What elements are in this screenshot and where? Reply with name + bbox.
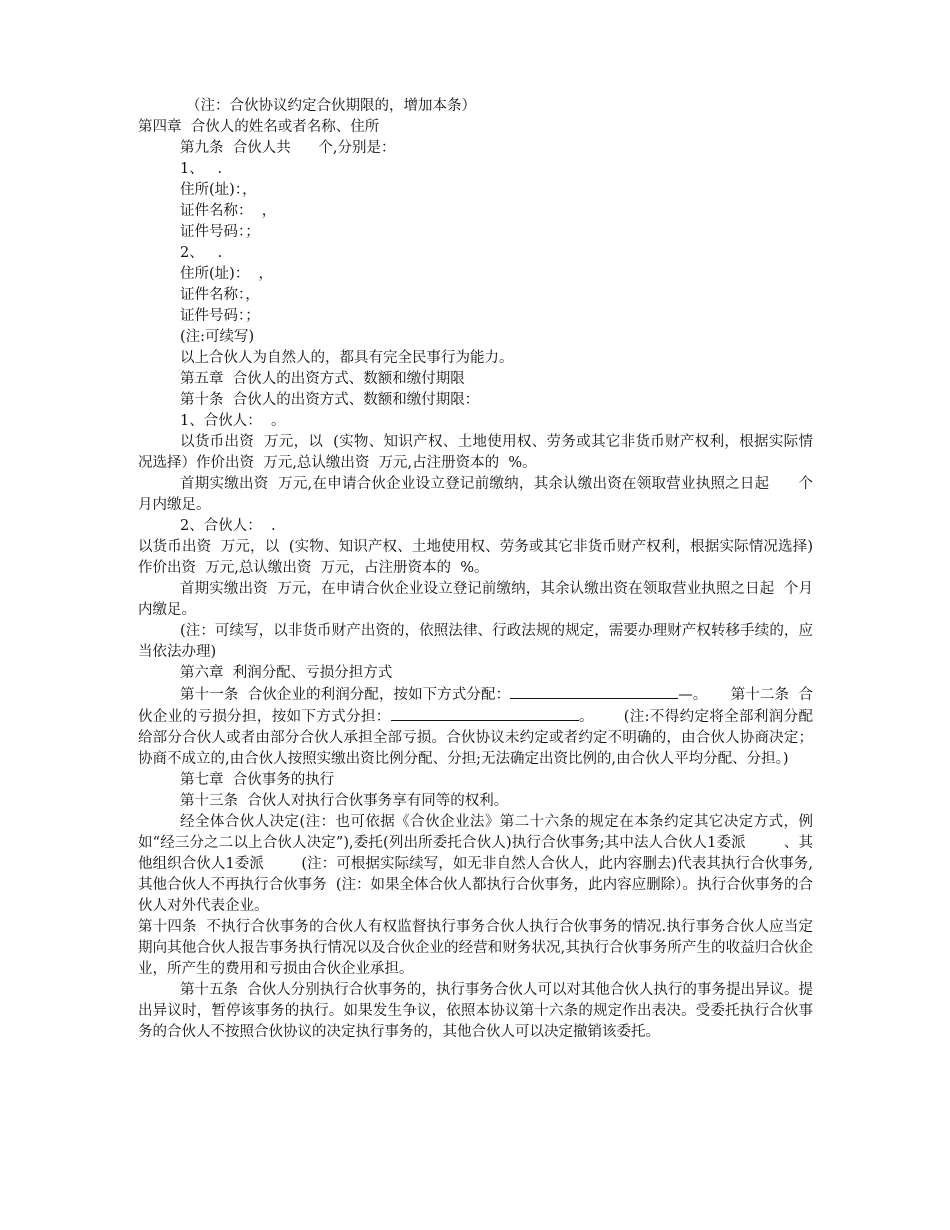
paragraph-p1-idnum: 证件号码：； — [180, 224, 260, 240]
paragraph-p2: 2、 . — [180, 245, 223, 261]
paragraph-ch6: 第六章 利润分配、亏损分担方式 — [180, 665, 393, 681]
article-12-text: —。 第十二条 合伙企业的亏损分担，按如下方式分担： — [138, 687, 814, 725]
article-12-note: 。 (注:不得约定将全部利润分配给部分合伙人或者由部分合伙人承担全部亏损。合伙协议未约定或者约定不明确的，由合伙人协商决定；协商不成立的,由合伙人按照实缴出资比例分配、分担;无法确定出资比例的,由合伙人平均分配、分担。) — [138, 709, 813, 767]
paragraph-note-nonmoney: (注：可续写，以非货币财产出资的，依照法律、行政法规的规定，需要办理财产权转移手续的，应当依法办理) — [138, 623, 813, 660]
document-body-part2 — [138, 770, 813, 1043]
paragraph-art10: 第十条 合伙人的出资方式、数额和缴付期限： — [180, 392, 480, 408]
paragraph-ch7: 第七章 合伙事务的执行 — [180, 772, 335, 788]
article-11-12-paragraph — [138, 684, 813, 770]
profit-distribution-blank — [510, 684, 678, 699]
paragraph-note-cont: (注:可续写) — [180, 329, 255, 345]
paragraph-art9: 第九条 合伙人共 个,分别是： — [180, 140, 396, 156]
paragraph-note-term: （注：合伙协议约定合伙期限的，增加本条） — [186, 98, 476, 114]
document-page — [138, 96, 813, 1043]
paragraph-p1: 1、 . — [180, 161, 223, 177]
paragraph-art14: 第十四条 不执行合伙事务的合伙人有权监督执行事务合伙人执行合伙事务的情况.执行事务合伙人应当定期向其他合伙人报告事务执行情况以及合伙企业的经营和财务状况,其执行合伙事务所产生的收益归合伙企业，所产生的费用和亏损由合伙企业承担。 — [138, 919, 813, 977]
paragraph-c2-first: 首期实缴出资 万元，在申请合伙企业设立登记前缴纳，其余认缴出资在领取营业执照之日起 个月内缴足。 — [138, 581, 813, 618]
paragraph-ch5: 第五章 合伙人的出资方式、数额和缴付期限 — [180, 371, 465, 387]
paragraph-p2-idnum: 证件号码：； — [180, 308, 260, 324]
paragraph-c2-money: 以货币出资 万元，以 (实物、知识产权、土地使用权、劳务或其它非货币财产权利，根据实际情况选择)作价出资 万元,总认缴出资 万元，占注册资本的 %。 — [138, 539, 813, 576]
paragraph-c1-first: 首期实缴出资 万元,在申请合伙企业设立登记前缴纳，其余认缴出资在领取营业执照之日起 个月内缴足。 — [138, 476, 813, 513]
paragraph-c1-money: 以货币出资 万元，以 (实物、知识产权、土地使用权、劳务或其它非货币财产权利，根据实际情况选择）作价出资 万元,总认缴出资 万元,占注册资本的 %。 — [138, 434, 813, 471]
paragraph-art13: 第十三条 合伙人对执行合伙事务享有同等的权利。 — [180, 793, 509, 809]
paragraph-art13-body: 经全体合伙人决定(注：也可依据《合伙企业法》第二十六条的规定在本条约定其它决定方式，例如“经三分之二以上合伙人决定”),委托(列出所委托合伙人)执行合伙事务;其中法人合伙人1委派 、其他组织合伙人1委派 (注：可根据实际续写，如无非自然人合伙人，此内容删去)代表其执行合伙事务,其他合伙人不再执行合伙事务 (注：如果全体合伙人都执行合伙事务，此内容应删除）。执行合伙事务的合伙人对外代表企业。 — [138, 814, 813, 914]
paragraph-c1: 1、合伙人： 。 — [180, 413, 286, 429]
loss-sharing-blank — [391, 706, 579, 721]
paragraph-p2-idname: 证件名称：， — [180, 287, 260, 303]
paragraph-p1-idname: 证件名称： ， — [180, 203, 277, 219]
paragraph-p1-addr: 住所(址)：， — [180, 182, 257, 198]
paragraph-art15: 第十五条 合伙人分别执行合伙事务的，执行事务合伙人可以对其他合伙人执行的事务提出异议。提出异议时，暂停该事务的执行。如果发生争议，依照本协议第十六条的规定作出表决。受委托执行合伙事务的合伙人不按照合伙协议的决定执行事务的，其他合伙人可以决定撤销该委托。 — [138, 982, 813, 1040]
article-11-text: 第十一条 合伙企业的利润分配，按如下方式分配： — [180, 687, 511, 703]
paragraph-ch4: 第四章 合伙人的姓名或者名称、住所 — [138, 119, 380, 135]
paragraph-p2-addr: 住所(址)： ， — [180, 266, 274, 282]
document-body-part1 — [138, 96, 813, 684]
paragraph-c2: 2、合伙人： . — [180, 518, 276, 534]
paragraph-natural: 以上合伙人为自然人的，都具有完全民事行为能力。 — [180, 350, 514, 366]
